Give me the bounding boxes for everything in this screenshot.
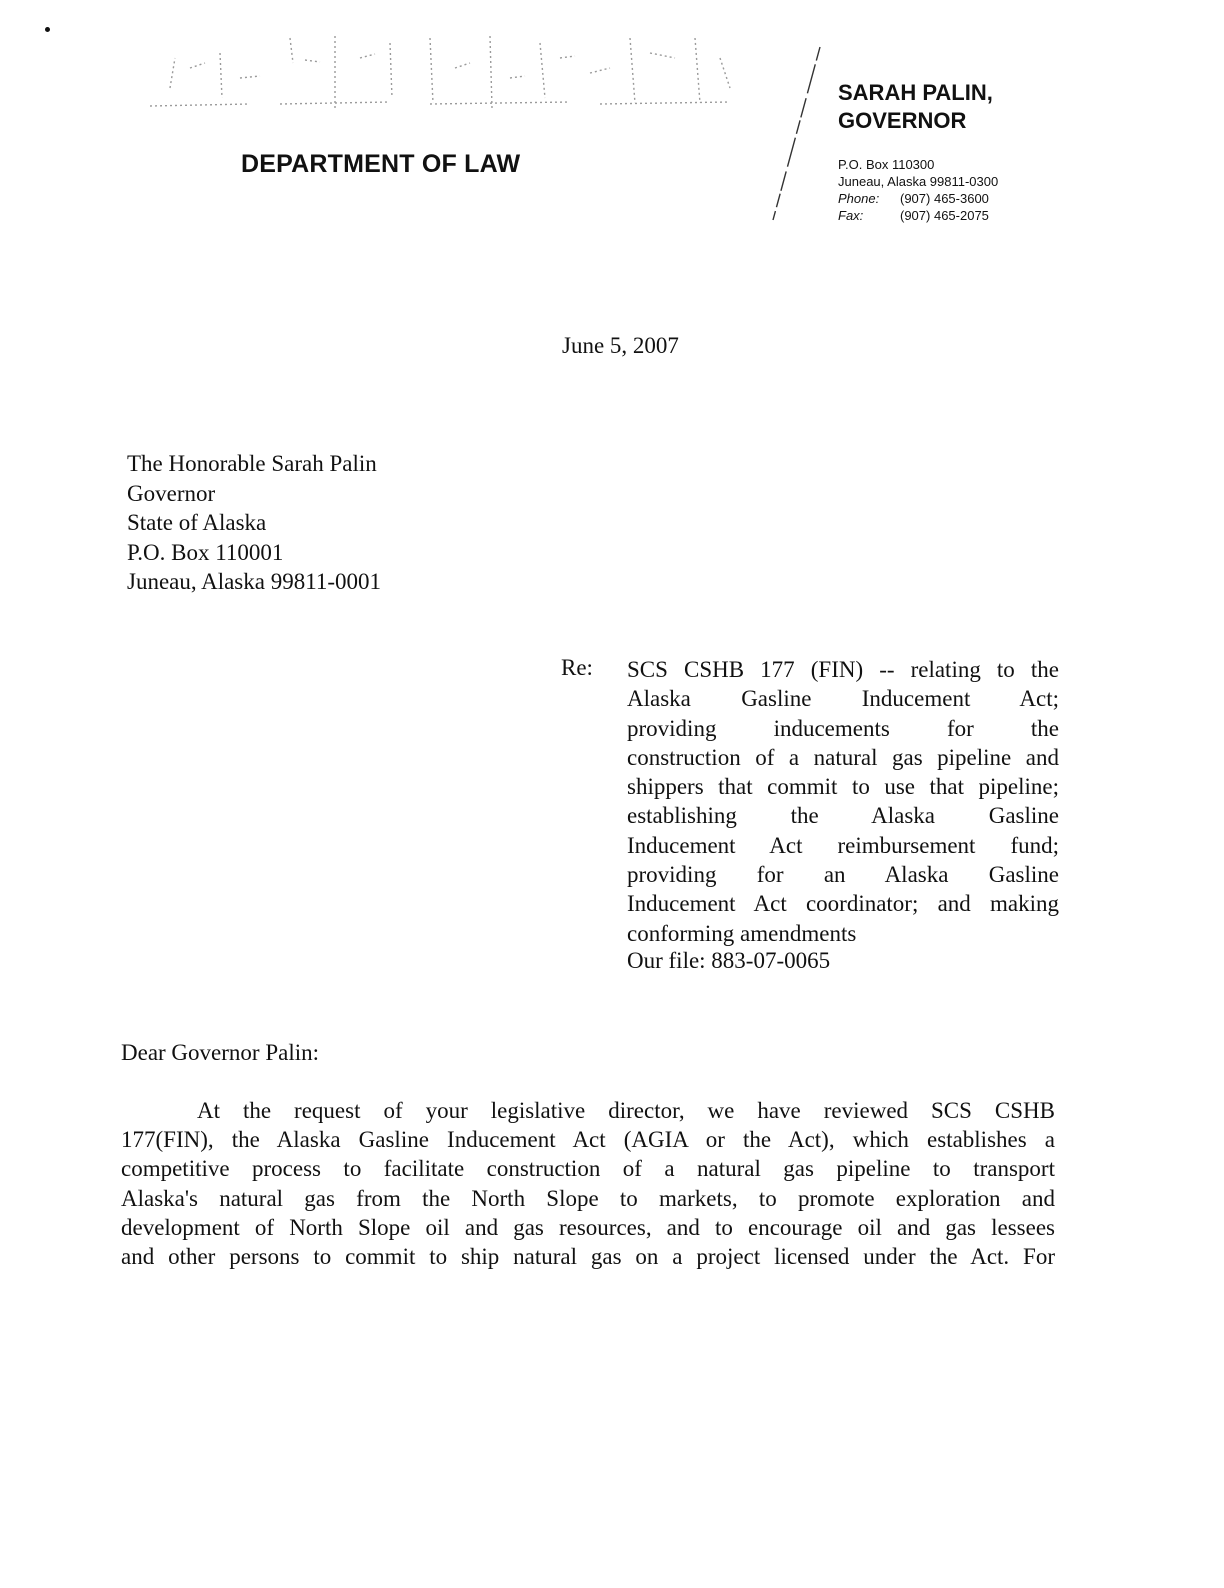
address-line: State of Alaska bbox=[127, 510, 267, 535]
re-line: providing for an Alaska Gasline bbox=[627, 862, 1059, 888]
salutation: Dear Governor Palin: bbox=[121, 1040, 319, 1065]
recipient-address bbox=[127, 449, 381, 597]
body-line: competitive process to facilitate construction of a natural gas pipeline to transport bbox=[121, 1156, 1055, 1182]
re-label: Re: bbox=[561, 655, 593, 680]
fax-label: Fax: bbox=[838, 208, 864, 223]
governor-title: GOVERNOR bbox=[838, 108, 967, 133]
re-line: conforming amendments bbox=[627, 920, 857, 946]
address-line: Juneau, Alaska 99811-0001 bbox=[127, 569, 382, 594]
body-paragraph bbox=[121, 1096, 1055, 1271]
re-line: Inducement Act reimbursement fund; bbox=[627, 832, 1059, 858]
address-line: P.O. Box 110001 bbox=[127, 539, 284, 565]
re-subject bbox=[627, 655, 1059, 948]
contact-block bbox=[838, 156, 998, 224]
letter-date: June 5, 2007 bbox=[562, 333, 679, 358]
re-line: SCS CSHB 177 (FIN) -- relating to the bbox=[627, 657, 1059, 682]
city-zip: Juneau, Alaska 99811-0300 bbox=[838, 174, 999, 189]
body-line: development of North Slope oil and gas resources, and to encourage oil and gas lessees bbox=[121, 1214, 1055, 1240]
phone-label: Phone: bbox=[838, 191, 880, 206]
fax-row bbox=[838, 207, 998, 224]
governor-heading bbox=[838, 79, 993, 135]
governor-name: SARAH PALIN, bbox=[838, 80, 993, 105]
re-line: Alaska Gasline Inducement Act; bbox=[627, 686, 1059, 712]
address-line: The Honorable Sarah Palin bbox=[127, 451, 377, 476]
faded-state-seal-lettering bbox=[130, 18, 750, 118]
body-line: and other persons to commit to ship natural gas on a project licensed under the Act. For bbox=[121, 1244, 1055, 1270]
department-name: DEPARTMENT OF LAW bbox=[241, 150, 521, 178]
re-line: construction of a natural gas pipeline and bbox=[627, 744, 1059, 770]
fax-number: (907) 465-2075 bbox=[900, 208, 989, 223]
re-line: shippers that commit to use that pipeline; bbox=[627, 774, 1059, 800]
re-line: providing inducements for the bbox=[627, 715, 1059, 741]
re-line: Inducement Act coordinator; and making bbox=[627, 891, 1059, 917]
address-line: Governor bbox=[127, 480, 216, 506]
letterhead-divider bbox=[765, 45, 825, 225]
po-box: P.O. Box 110300 bbox=[838, 157, 935, 172]
body-line: 177(FIN), the Alaska Gasline Inducement Act (AGIA or the Act), which establishes a bbox=[121, 1127, 1055, 1153]
re-line: establishing the Alaska Gasline bbox=[627, 803, 1059, 829]
file-number: Our file: 883-07-0065 bbox=[627, 948, 831, 973]
phone-number: (907) 465-3600 bbox=[900, 191, 989, 206]
body-line: Alaska's natural gas from the North Slope to markets, to promote exploration and bbox=[121, 1185, 1055, 1211]
body-line: At the request of your legislative director, we have reviewed SCS CSHB bbox=[197, 1098, 1055, 1123]
stray-mark bbox=[45, 27, 50, 32]
phone-row bbox=[838, 190, 998, 207]
